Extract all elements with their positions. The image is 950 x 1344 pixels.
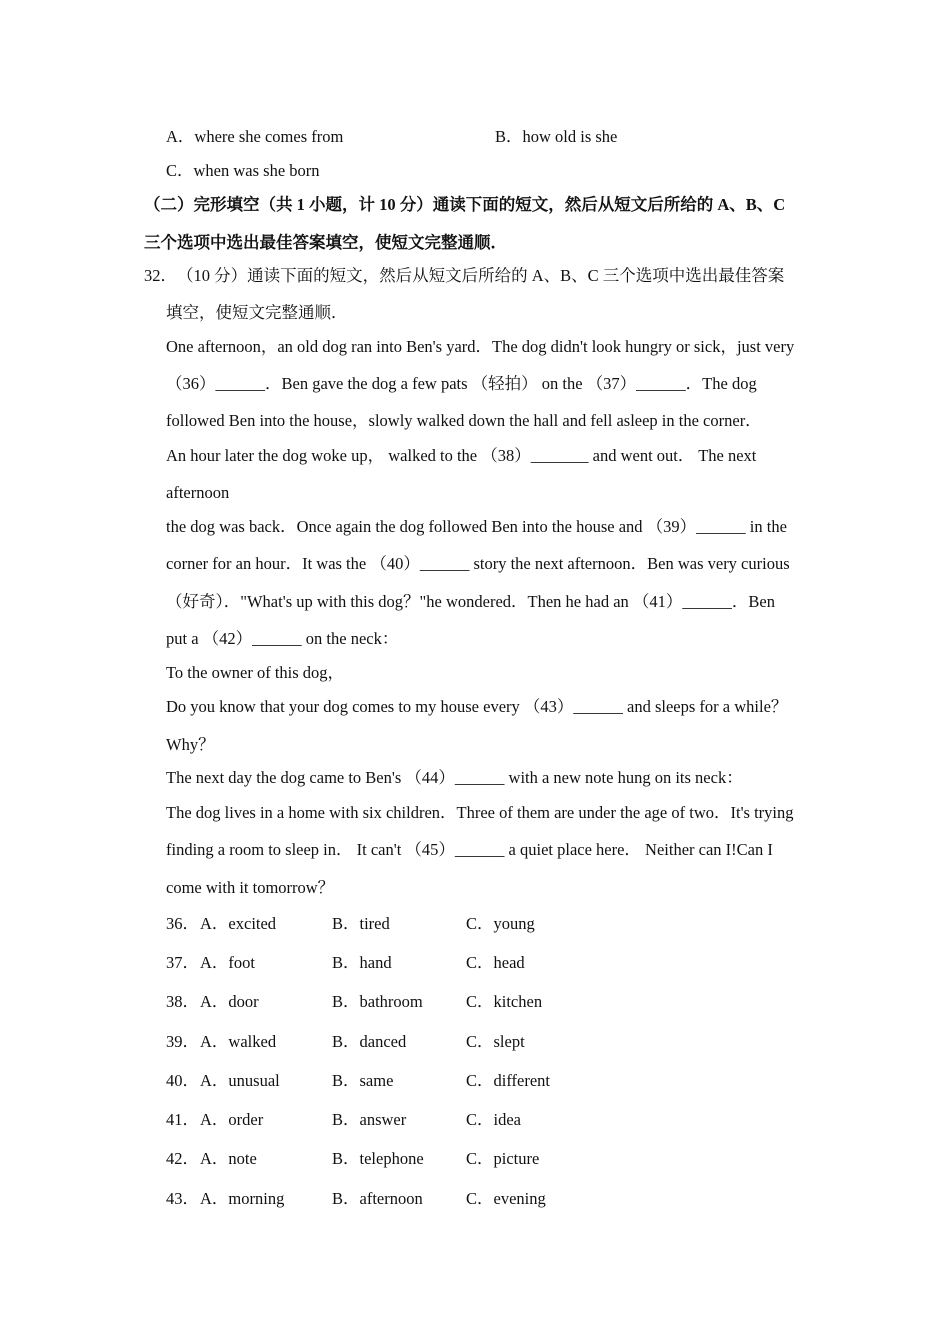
option-number: 38． [166,992,199,1011]
option-number: 42． [166,1149,199,1168]
option-c: C．kitchen [466,992,543,1011]
passage-line: An hour later the dog woke up， walked to the （38）_______ and went out． The next [166,446,757,465]
option-a: A．morning [200,1189,285,1208]
option-number: 39． [166,1032,199,1051]
option-c: C．idea [466,1110,521,1129]
passage-line: followed Ben into the house，slowly walked down the hall and fell asleep in the corner． [166,411,762,430]
option-a: A．walked [200,1032,277,1051]
option-b: B．same [332,1071,394,1090]
option-number: 37． [166,953,199,972]
passage-line: finding a room to sleep in． It can't （45）______ a quiet place here． Neither can I!Can I [166,840,773,859]
passage-line: （36）______．Ben gave the dog a few pats （轻拍） on the （37）______．The dog [166,374,757,393]
option-row [166,1032,666,1052]
passage-line: afternoon [166,483,230,502]
question-instruction-line2: 填空，使短文完整通顺． [166,303,348,322]
option-row [166,1071,666,1091]
option-b: B．telephone [332,1149,424,1168]
option-a: A．foot [200,953,255,972]
option-b: B．afternoon [332,1189,423,1208]
passage-line: put a （42）______ on the neck： [166,629,399,648]
option-row [166,992,666,1012]
option-b: B．tired [332,914,390,933]
option-number: 41． [166,1110,199,1129]
option-b: B．danced [332,1032,407,1051]
option-b: B．bathroom [332,992,423,1011]
option-number: 43． [166,1189,199,1208]
option-c: C．young [466,914,535,933]
option-a: A．excited [200,914,277,933]
option-row [166,1189,666,1209]
passage-line: （好奇）．"What's up with this dog？"he wondered．Then he had an （41）______．Ben [166,592,775,611]
option-c: C．picture [466,1149,540,1168]
prev-option-c: C．when was she born [166,161,320,180]
passage-line: The dog lives in a home with six children．Three of them are under the age of two．It's trying [166,803,794,822]
question-number: 32． [144,266,177,285]
option-a: A．note [200,1149,257,1168]
passage-line: corner for an hour．It was the （40）______ story the next afternoon．Ben was very curious [166,554,790,573]
option-c: C．different [466,1071,551,1090]
option-c: C．slept [466,1032,525,1051]
passage-line: To the owner of this dog， [166,663,345,682]
option-a: A．order [200,1110,264,1129]
option-number: 40． [166,1071,199,1090]
option-a: A．unusual [200,1071,280,1090]
option-row [166,1110,666,1130]
prev-option-b: B．how old is she [495,127,618,146]
option-c: C．head [466,953,525,972]
passage-line: Why？ [166,735,215,754]
option-b: B．answer [332,1110,407,1129]
passage-line: The next day the dog came to Ben's （44）______ with a new note hung on its neck： [166,768,743,787]
option-number: 36． [166,914,199,933]
prev-option-a: A．where she comes from [166,127,344,146]
option-row [166,1149,666,1169]
option-c: C．evening [466,1189,546,1208]
option-row [166,914,666,934]
passage-line: the dog was back．Once again the dog followed Ben into the house and （39）______ in the [166,517,787,536]
passage-line: One afternoon，an old dog ran into Ben's yard．The dog didn't look hungry or sick，just very [166,337,795,356]
option-a: A．door [200,992,259,1011]
passage-line: come with it tomorrow？ [166,878,335,897]
question-instruction-line1: （10 分）通读下面的短文，然后从短文后所给的 A、B、C 三个选项中选出最佳答案 [177,266,785,285]
section-header-line1: （二）完形填空（共 1 小题，计 10 分）通读下面的短文，然后从短文后所给的 A、B、C [144,195,786,214]
option-row [166,953,666,973]
option-b: B．hand [332,953,392,972]
section-header-line2: 三个选项中选出最佳答案填空，使短文完整通顺． [144,233,507,252]
passage-line: Do you know that your dog comes to my house every （43）______ and sleeps for a while？ [166,697,788,716]
